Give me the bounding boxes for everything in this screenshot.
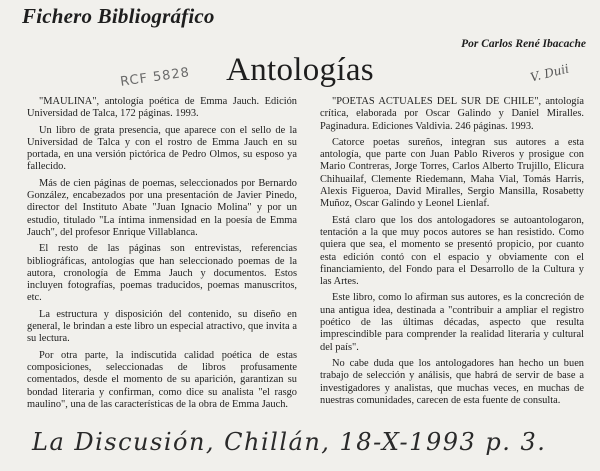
paragraph: La estructura y disposición del contenido, su diseño en general, le brindan a este libro un especial atractivo, que invita a su lectura. — [27, 308, 297, 345]
paragraph: Más de cien páginas de poemas, seleccionados por Bernardo González, encabezados por una presentación de Javier Pinedo, director del Instituto Abate "Juan Ignacio Molina" y por un estudio, titulado "La íntima inmensidad en la poesía de Emma Jauch", del profesor Enrique Villablanca. — [27, 177, 297, 238]
paragraph: Este libro, como lo afirman sus autores, es la concreción de una antigua idea, destinada a "contribuir a ampliar el registro poético de las últimas décadas, aspecto que resulta imprescindible para comprender la realidad literaria y cultural del país". — [320, 292, 584, 353]
handwritten-source-signature: La Discusión, Chillán, 18-X-1993 p. 3. — [32, 428, 547, 456]
author-byline: Por Carlos René Ibacache — [461, 38, 586, 50]
paragraph: "MAULINA", antología poética de Emma Jauch. Edición Universidad de Talca, 172 páginas. 1993. — [27, 96, 297, 120]
right-column — [320, 96, 584, 411]
paragraph: Por otra parte, la indiscutida calidad poética de estas composiciones, seleccionadas de libros profusamente comentados, desde el momento de su aparición, garantizan su bondad literaria y confirman, como dice su analista "el rasgo maulino", una de las características de la obra de Emma Jauch. — [27, 349, 297, 410]
archive-stamp: RCF 5828 — [119, 65, 191, 90]
paragraph: Está claro que los dos antologadores se autoantologaron, tentación a la que muy pocos autores se han resistido. Como quiera que sea, el momento se presentó propicio, por cuanto esta edición contó con el espacio y obviamente con el financiamiento, del Fondo para el Desarrollo de la Cultura y las Artes. — [320, 214, 584, 288]
section-title: Fichero Bibliográfico — [22, 4, 215, 28]
paragraph: El resto de las páginas son entrevistas, referencias bibliográficas, antologías que han seleccionado poemas de la autora, cronología de Emma Jauch y documentos. Estos incluyen fotografías, poemas traducidos, poemas manuscritos, etc. — [27, 243, 297, 304]
paragraph: Catorce poetas sureños, integran sus autores a esta antología, que parte con Juan Pablo Riveros y prosigue con Mario Contreras, Jorge Torres, Carlos Alberto Trujillo, Elicura Chihuailaf, Clemente Riedemann, Maha Vial, Tomás Harris, Alexis Figueroa, David Miralles, Sergio Mansilla, Rosabetty Muñoz, Oscar Galindo y Leonel Lienlaf. — [320, 136, 584, 210]
paragraph: Un libro de grata presencia, que aparece con el sello de la Universidad de Talca y con el rostro de Emma Jauch en su portada, en una versión pictórica de Pedro Olmos, su esposo ya fallecido. — [27, 124, 297, 173]
handwritten-note: V. Duii — [528, 61, 571, 85]
paragraph: No cabe duda que los antologadores han hecho un buen trabajo de selección y análisis, que habrá de servir de base a investigadores y analistas, que muchas veces, en muchas de nuestras comunidades, carecen de esta fuente de consulta. — [320, 357, 584, 406]
left-column — [27, 96, 297, 415]
article-title: Antologías — [226, 52, 374, 88]
paragraph: "POETAS ACTUALES DEL SUR DE CHILE", antología crítica, elaborada por Oscar Galindo y Daniel Miralles. Paginadura. Ediciones Valdivia. 246 páginas. 1993. — [320, 96, 584, 132]
